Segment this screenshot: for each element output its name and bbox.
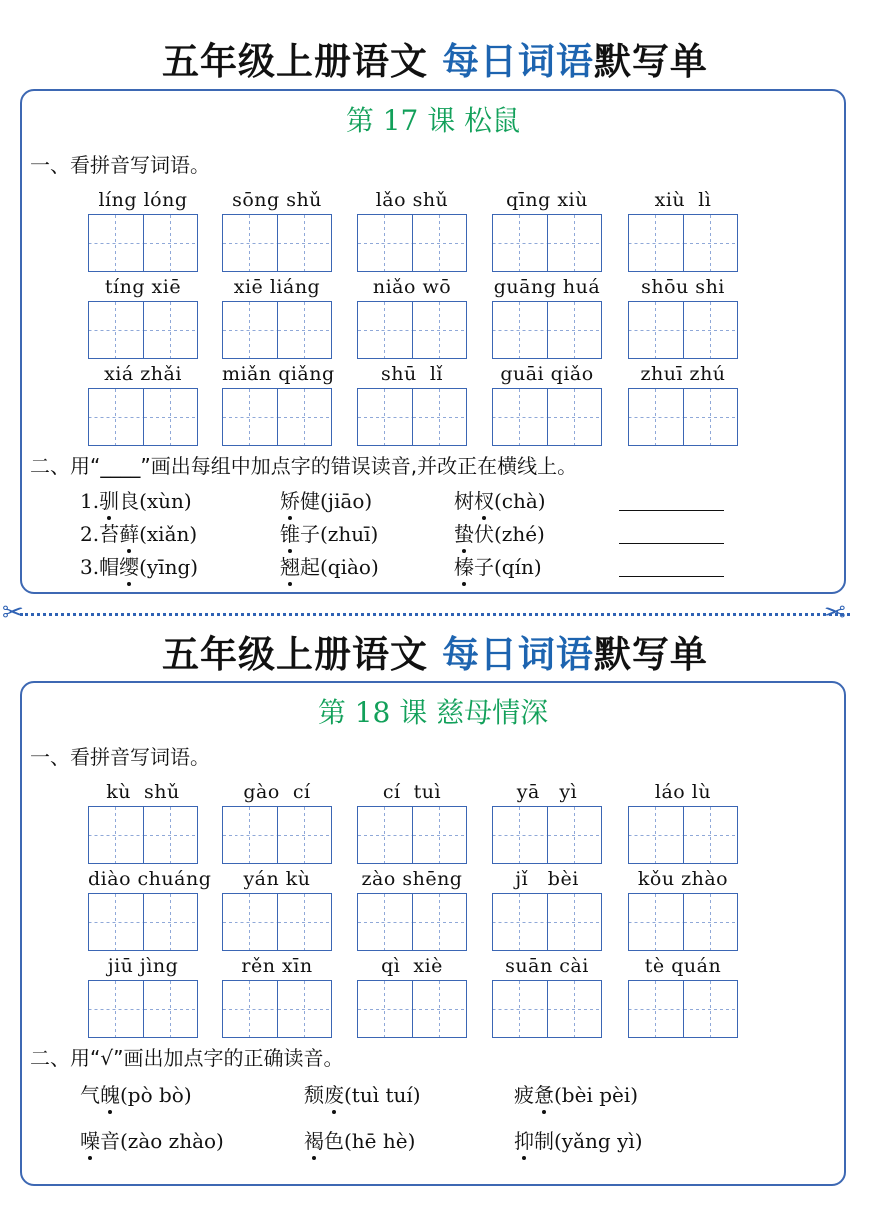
lesson-title: 第 18 课 慈母情深: [317, 696, 549, 729]
pinyin-label: jǐ bèi: [515, 868, 579, 890]
tianzige-square[interactable]: [493, 807, 548, 863]
tianzige-square[interactable]: [358, 894, 413, 950]
tianzige-square[interactable]: [223, 389, 278, 445]
tianzige-square[interactable]: [493, 302, 548, 358]
tianzige-square[interactable]: [223, 894, 278, 950]
question-item: [454, 553, 542, 581]
writing-box[interactable]: [628, 388, 738, 446]
writing-box[interactable]: [222, 301, 332, 359]
dotted-character: 魄: [100, 1083, 120, 1107]
question-text: (chà): [494, 489, 546, 513]
writing-box[interactable]: [628, 214, 738, 272]
cut-line: [20, 613, 850, 616]
tianzige-square[interactable]: [413, 215, 467, 271]
tianzige-square[interactable]: [144, 894, 198, 950]
dotted-character: 锥: [280, 522, 300, 546]
writing-box[interactable]: [222, 893, 332, 951]
pinyin-label: qīng xiù: [506, 189, 588, 211]
dotted-character: 抑: [514, 1129, 534, 1153]
word-cell: [492, 187, 602, 272]
section-heading-reading: 二、用“√”画出加点字的正确读音。: [30, 1046, 344, 1070]
question-text: 1.: [80, 489, 100, 513]
question-item: [80, 520, 197, 548]
dotted-character: 缨: [119, 555, 140, 579]
tianzige-square[interactable]: [358, 981, 413, 1037]
pinyin-label: niǎo wō: [372, 276, 452, 298]
writing-box[interactable]: [492, 214, 602, 272]
question-item: [80, 553, 198, 581]
word-cell: [88, 187, 198, 272]
lesson-title: 第 17 课 松鼠: [345, 104, 521, 137]
word-cell: [222, 187, 332, 272]
lesson-card-18: [20, 681, 846, 1186]
writing-box[interactable]: [357, 388, 467, 446]
tianzige-square[interactable]: [278, 981, 332, 1037]
word-cell: [222, 866, 332, 951]
writing-box[interactable]: [628, 806, 738, 864]
question-text: 3.帽: [80, 555, 120, 579]
tianzige-square[interactable]: [684, 807, 738, 863]
writing-box[interactable]: [357, 301, 467, 359]
scissors-icon: ✂: [824, 598, 846, 628]
writing-box[interactable]: [88, 806, 198, 864]
pinyin-label: lǎo shǔ: [375, 189, 449, 211]
tianzige-square[interactable]: [684, 302, 738, 358]
writing-box[interactable]: [492, 301, 602, 359]
dotted-character: 藓: [119, 522, 140, 546]
tianzige-square[interactable]: [144, 215, 198, 271]
tianzige-square[interactable]: [358, 807, 413, 863]
word-cell: [492, 866, 602, 951]
word-cell: [357, 274, 467, 359]
question-item: [454, 487, 546, 515]
tianzige-square[interactable]: [413, 807, 467, 863]
tianzige-square[interactable]: [629, 894, 684, 950]
tianzige-square[interactable]: [493, 215, 548, 271]
question-text: 子(qín): [474, 555, 542, 579]
tianzige-square[interactable]: [89, 389, 144, 445]
page-title: 五年级上册语文 每日词语默写单: [162, 633, 708, 676]
pinyin-label: jiū jìng: [107, 955, 179, 977]
writing-box[interactable]: [357, 806, 467, 864]
question-text: (bèi pèi): [554, 1083, 639, 1107]
question-text: (tuì tuí): [344, 1083, 421, 1107]
tianzige-square[interactable]: [629, 807, 684, 863]
tianzige-square[interactable]: [548, 215, 602, 271]
writing-box[interactable]: [88, 980, 198, 1038]
dotted-character: 惫: [534, 1083, 554, 1107]
tianzige-square[interactable]: [89, 981, 144, 1037]
question-text: 气: [80, 1083, 100, 1107]
section-heading-pinyin: 一、看拼音写词语。: [30, 153, 210, 177]
writing-box[interactable]: [492, 806, 602, 864]
writing-box[interactable]: [357, 980, 467, 1038]
tianzige-square[interactable]: [548, 981, 602, 1037]
word-cell: [628, 953, 738, 1038]
dotted-character: 驯: [99, 489, 120, 513]
word-cell: [88, 361, 198, 446]
writing-box[interactable]: [222, 388, 332, 446]
word-cell: [357, 187, 467, 272]
pinyin-label: shū lǐ: [381, 363, 443, 385]
pinyin-label: xiù lì: [654, 189, 712, 211]
word-cell: [492, 779, 602, 864]
question-text: 色(hē hè): [324, 1129, 416, 1153]
word-cell: [357, 779, 467, 864]
tianzige-square[interactable]: [89, 807, 144, 863]
pinyin-label: tíng xiē: [104, 276, 182, 298]
tianzige-square[interactable]: [89, 302, 144, 358]
dotted-character: 蛰: [454, 522, 474, 546]
writing-box[interactable]: [222, 214, 332, 272]
word-cell: [357, 866, 467, 951]
question-text: 健(jiāo): [300, 489, 373, 513]
tianzige-square[interactable]: [278, 894, 332, 950]
question-item: [280, 520, 378, 548]
writing-box[interactable]: [492, 980, 602, 1038]
pinyin-label: rěn xīn: [241, 955, 313, 977]
dotted-character: 杈: [474, 489, 494, 513]
dotted-character: 褐: [304, 1129, 324, 1153]
pinyin-label: guāi qiǎo: [500, 363, 594, 385]
tianzige-square[interactable]: [629, 981, 684, 1037]
pinyin-label: diào chuáng: [88, 868, 212, 890]
word-cell: [88, 953, 198, 1038]
writing-box[interactable]: [88, 388, 198, 446]
word-cell: [357, 953, 467, 1038]
tianzige-square[interactable]: [413, 894, 467, 950]
tianzige-square[interactable]: [413, 981, 467, 1037]
question-item: [280, 487, 372, 515]
word-cell: [222, 361, 335, 446]
dotted-character: 矫: [280, 489, 300, 513]
writing-box[interactable]: [88, 214, 198, 272]
tianzige-square[interactable]: [144, 807, 198, 863]
word-cell: [357, 361, 467, 446]
word-cell: [222, 779, 332, 864]
pinyin-label: cí tuì: [382, 781, 442, 803]
pinyin-label: guāng huá: [493, 276, 601, 298]
question-item: [80, 1127, 224, 1155]
question-item: [80, 1081, 192, 1109]
question-item: [280, 553, 379, 581]
dotted-character: 噪: [80, 1129, 100, 1153]
writing-box[interactable]: [492, 893, 602, 951]
question-text: 音(zào zhào): [100, 1129, 224, 1153]
writing-box[interactable]: [222, 806, 332, 864]
word-cell: [492, 361, 602, 446]
writing-box[interactable]: [88, 893, 198, 951]
question-item: [514, 1081, 638, 1109]
tianzige-square[interactable]: [223, 807, 278, 863]
writing-box[interactable]: [628, 980, 738, 1038]
pinyin-label: yā yì: [516, 781, 578, 803]
writing-box[interactable]: [357, 214, 467, 272]
word-cell: [628, 779, 738, 864]
word-cell: [628, 274, 738, 359]
pinyin-label: shōu shi: [641, 276, 725, 298]
tianzige-square[interactable]: [89, 894, 144, 950]
tianzige-square[interactable]: [413, 389, 467, 445]
pinyin-label: yán kù: [243, 868, 311, 890]
tianzige-square[interactable]: [684, 894, 738, 950]
pinyin-label: kù shǔ: [106, 781, 180, 803]
tianzige-square[interactable]: [223, 302, 278, 358]
tianzige-square[interactable]: [278, 215, 332, 271]
writing-box[interactable]: [628, 893, 738, 951]
word-cell: [628, 361, 738, 446]
tianzige-square[interactable]: [358, 389, 413, 445]
tianzige-square[interactable]: [223, 215, 278, 271]
tianzige-square[interactable]: [684, 389, 738, 445]
question-text: (xiǎn): [139, 522, 198, 546]
word-cell: [492, 274, 602, 359]
pinyin-label: gào cí: [243, 781, 311, 803]
tianzige-square[interactable]: [684, 981, 738, 1037]
word-cell: [88, 274, 198, 359]
word-cell: [628, 187, 738, 272]
answer-blank[interactable]: [619, 509, 724, 511]
word-cell: [222, 953, 332, 1038]
tianzige-square[interactable]: [144, 981, 198, 1037]
pinyin-label: kǒu zhào: [637, 868, 729, 890]
pinyin-label: qì xiè: [381, 955, 443, 977]
writing-box[interactable]: [88, 301, 198, 359]
question-item: [304, 1081, 421, 1109]
section-heading-pinyin: 一、看拼音写词语。: [30, 745, 210, 769]
question-text: 良(xùn): [119, 489, 192, 513]
page-title: 五年级上册语文 每日词语默写单: [162, 40, 708, 83]
tianzige-square[interactable]: [278, 302, 332, 358]
tianzige-square[interactable]: [278, 807, 332, 863]
answer-blank[interactable]: [619, 542, 724, 544]
pinyin-label: suān cài: [505, 955, 589, 977]
writing-box[interactable]: [492, 388, 602, 446]
writing-box[interactable]: [222, 980, 332, 1038]
question-text: 颓: [304, 1083, 324, 1107]
pinyin-label: miǎn qiǎng: [222, 363, 335, 385]
pinyin-label: sōng shǔ: [232, 189, 322, 211]
tianzige-square[interactable]: [358, 302, 413, 358]
pinyin-label: láo lù: [654, 781, 712, 803]
tianzige-square[interactable]: [358, 215, 413, 271]
tianzige-square[interactable]: [223, 981, 278, 1037]
tianzige-square[interactable]: [89, 215, 144, 271]
question-text: 伏(zhé): [474, 522, 545, 546]
question-text: 树: [454, 489, 474, 513]
pinyin-label: xiá zhǎi: [104, 363, 182, 385]
tianzige-square[interactable]: [493, 389, 548, 445]
question-text: (pò bò): [120, 1083, 192, 1107]
question-item: [304, 1127, 415, 1155]
tianzige-square[interactable]: [413, 302, 467, 358]
tianzige-square[interactable]: [629, 302, 684, 358]
pinyin-label: zào shēng: [361, 868, 463, 890]
question-text: 起(qiào): [300, 555, 379, 579]
scissors-icon: ✂: [2, 598, 24, 628]
tianzige-square[interactable]: [144, 302, 198, 358]
question-text: 2.苔: [80, 522, 120, 546]
tianzige-square[interactable]: [493, 894, 548, 950]
word-cell: [628, 866, 738, 951]
tianzige-square[interactable]: [548, 807, 602, 863]
word-cell: [492, 953, 602, 1038]
tianzige-square[interactable]: [278, 389, 332, 445]
dotted-character: 榛: [454, 555, 474, 579]
pinyin-label: zhuī zhú: [640, 363, 726, 385]
question-text: (yīng): [139, 555, 199, 579]
tianzige-square[interactable]: [629, 215, 684, 271]
question-item: [80, 487, 192, 515]
word-cell: [88, 779, 198, 864]
question-text: 子(zhuī): [300, 522, 379, 546]
answer-blank[interactable]: [619, 575, 724, 577]
pinyin-label: tè quán: [644, 955, 722, 977]
writing-box[interactable]: [357, 893, 467, 951]
question-item: [514, 1127, 643, 1155]
question-text: 制(yǎng yì): [534, 1129, 643, 1153]
tianzige-square[interactable]: [144, 389, 198, 445]
dotted-character: 翘: [280, 555, 300, 579]
tianzige-square[interactable]: [684, 215, 738, 271]
pinyin-label: xiē liáng: [233, 276, 321, 298]
question-item: [454, 520, 545, 548]
tianzige-square[interactable]: [548, 389, 602, 445]
tianzige-square[interactable]: [493, 981, 548, 1037]
word-cell: [222, 274, 332, 359]
question-text: 疲: [514, 1083, 534, 1107]
dotted-character: 废: [324, 1083, 344, 1107]
lesson-card-17: [20, 89, 846, 594]
pinyin-label: líng lóng: [98, 189, 188, 211]
tianzige-square[interactable]: [548, 302, 602, 358]
tianzige-square[interactable]: [548, 894, 602, 950]
tianzige-square[interactable]: [629, 389, 684, 445]
word-cell: [88, 866, 212, 951]
section-heading-reading: 二、用“____”画出每组中加点字的错误读音,并改正在横线上。: [30, 454, 578, 478]
writing-box[interactable]: [628, 301, 738, 359]
